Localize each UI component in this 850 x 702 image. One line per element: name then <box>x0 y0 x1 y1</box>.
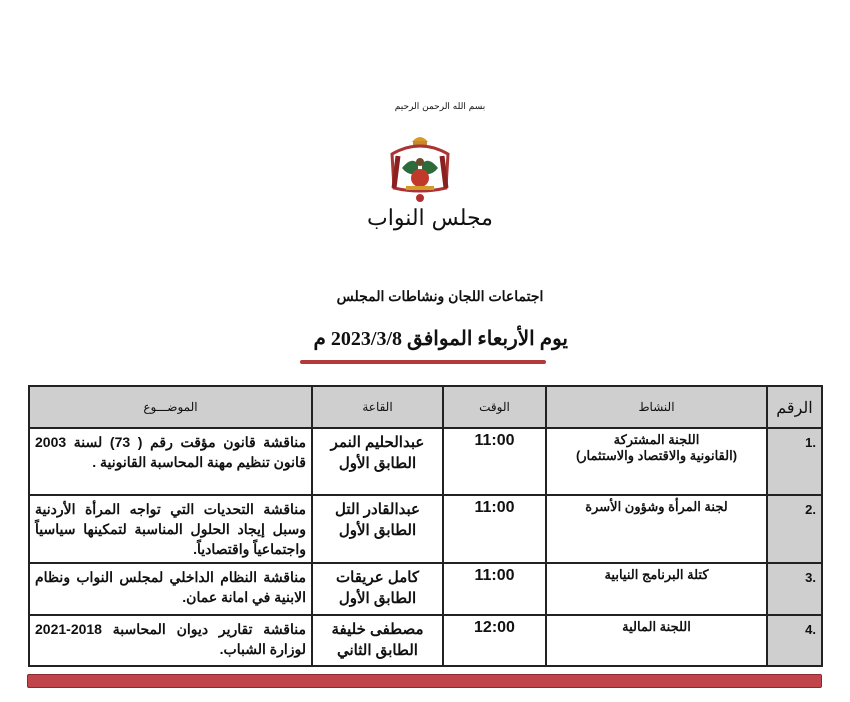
hall-name: كامل عريقات <box>336 569 419 586</box>
table-row <box>29 428 822 495</box>
row-topic: مناقشة التحديات التي تواجه المرأة الأردنية وسبل إيجاد الحلول المناسبة لتمكينها سياسياً واجتماعياً واقتصادياً. <box>29 495 312 563</box>
row-time: 11:00 <box>443 495 546 563</box>
activity-name: لجنة المرأة وشؤون الأسرة <box>585 499 728 514</box>
header-hall: القاعة <box>312 386 443 428</box>
header-activity: النشاط <box>546 386 767 428</box>
date-underline-divider <box>300 360 546 364</box>
hall-name: مصطفى خليفة <box>331 621 424 638</box>
row-hall <box>312 615 443 666</box>
row-hall <box>312 563 443 615</box>
row-topic: مناقشة تقارير ديوان المحاسبة 2018-2021 لوزارة الشباب. <box>29 615 312 666</box>
activity-sub: (القانونية والاقتصاد والاستثمار) <box>575 448 738 463</box>
hall-floor: الطابق الأول <box>338 590 417 607</box>
council-name-calligraphy: مجلس النواب <box>367 206 493 231</box>
hall-floor: الطابق الأول <box>338 455 417 472</box>
row-hall <box>312 495 443 563</box>
row-hall <box>312 428 443 495</box>
row-number: .2 <box>767 495 822 563</box>
row-number: .4 <box>767 615 822 666</box>
row-activity <box>546 495 767 563</box>
table-row <box>29 495 822 563</box>
table-row <box>29 563 822 615</box>
hall-name: عبدالحليم النمر <box>330 434 425 451</box>
activity-name: كتلة البرنامج النيابية <box>604 567 709 582</box>
activity-name: اللجنة المالية <box>622 619 691 634</box>
date-heading: يوم الأربعاء الموافق 2023/3/8 م <box>313 328 568 350</box>
schedule-table <box>28 385 823 667</box>
row-time: 12:00 <box>443 615 546 666</box>
row-topic: مناقشة قانون مؤقت رقم ( 73) لسنة 2003 قانون تنظيم مهنة المحاسبة القانونية . <box>29 428 312 495</box>
table-row <box>29 615 822 666</box>
header-number: الرقم <box>767 386 822 428</box>
row-number: .1 <box>767 428 822 495</box>
header-topic: الموضـــوع <box>29 386 312 428</box>
activity-name: اللجنة المشتركة <box>613 432 700 447</box>
row-time: 11:00 <box>443 428 546 495</box>
hall-floor: الطابق الثاني <box>337 642 418 659</box>
hall-name: عبدالقادر التل <box>335 501 420 518</box>
row-activity <box>546 615 767 666</box>
row-number: .3 <box>767 563 822 615</box>
table-header-row <box>29 386 822 428</box>
footer-divider-bar <box>27 674 822 688</box>
header-time: الوقت <box>443 386 546 428</box>
row-activity <box>546 563 767 615</box>
hall-floor: الطابق الأول <box>338 522 417 539</box>
basmala: بسم الله الرحمن الرحيم <box>394 102 486 112</box>
row-activity <box>546 428 767 495</box>
page-title: اجتماعات اللجان ونشاطات المجلس <box>336 288 544 304</box>
jordan-coat-of-arms-logo <box>384 132 456 208</box>
row-topic: مناقشة النظام الداخلي لمجلس النواب ونظام الابنية في امانة عمان. <box>29 563 312 615</box>
row-time: 11:00 <box>443 563 546 615</box>
